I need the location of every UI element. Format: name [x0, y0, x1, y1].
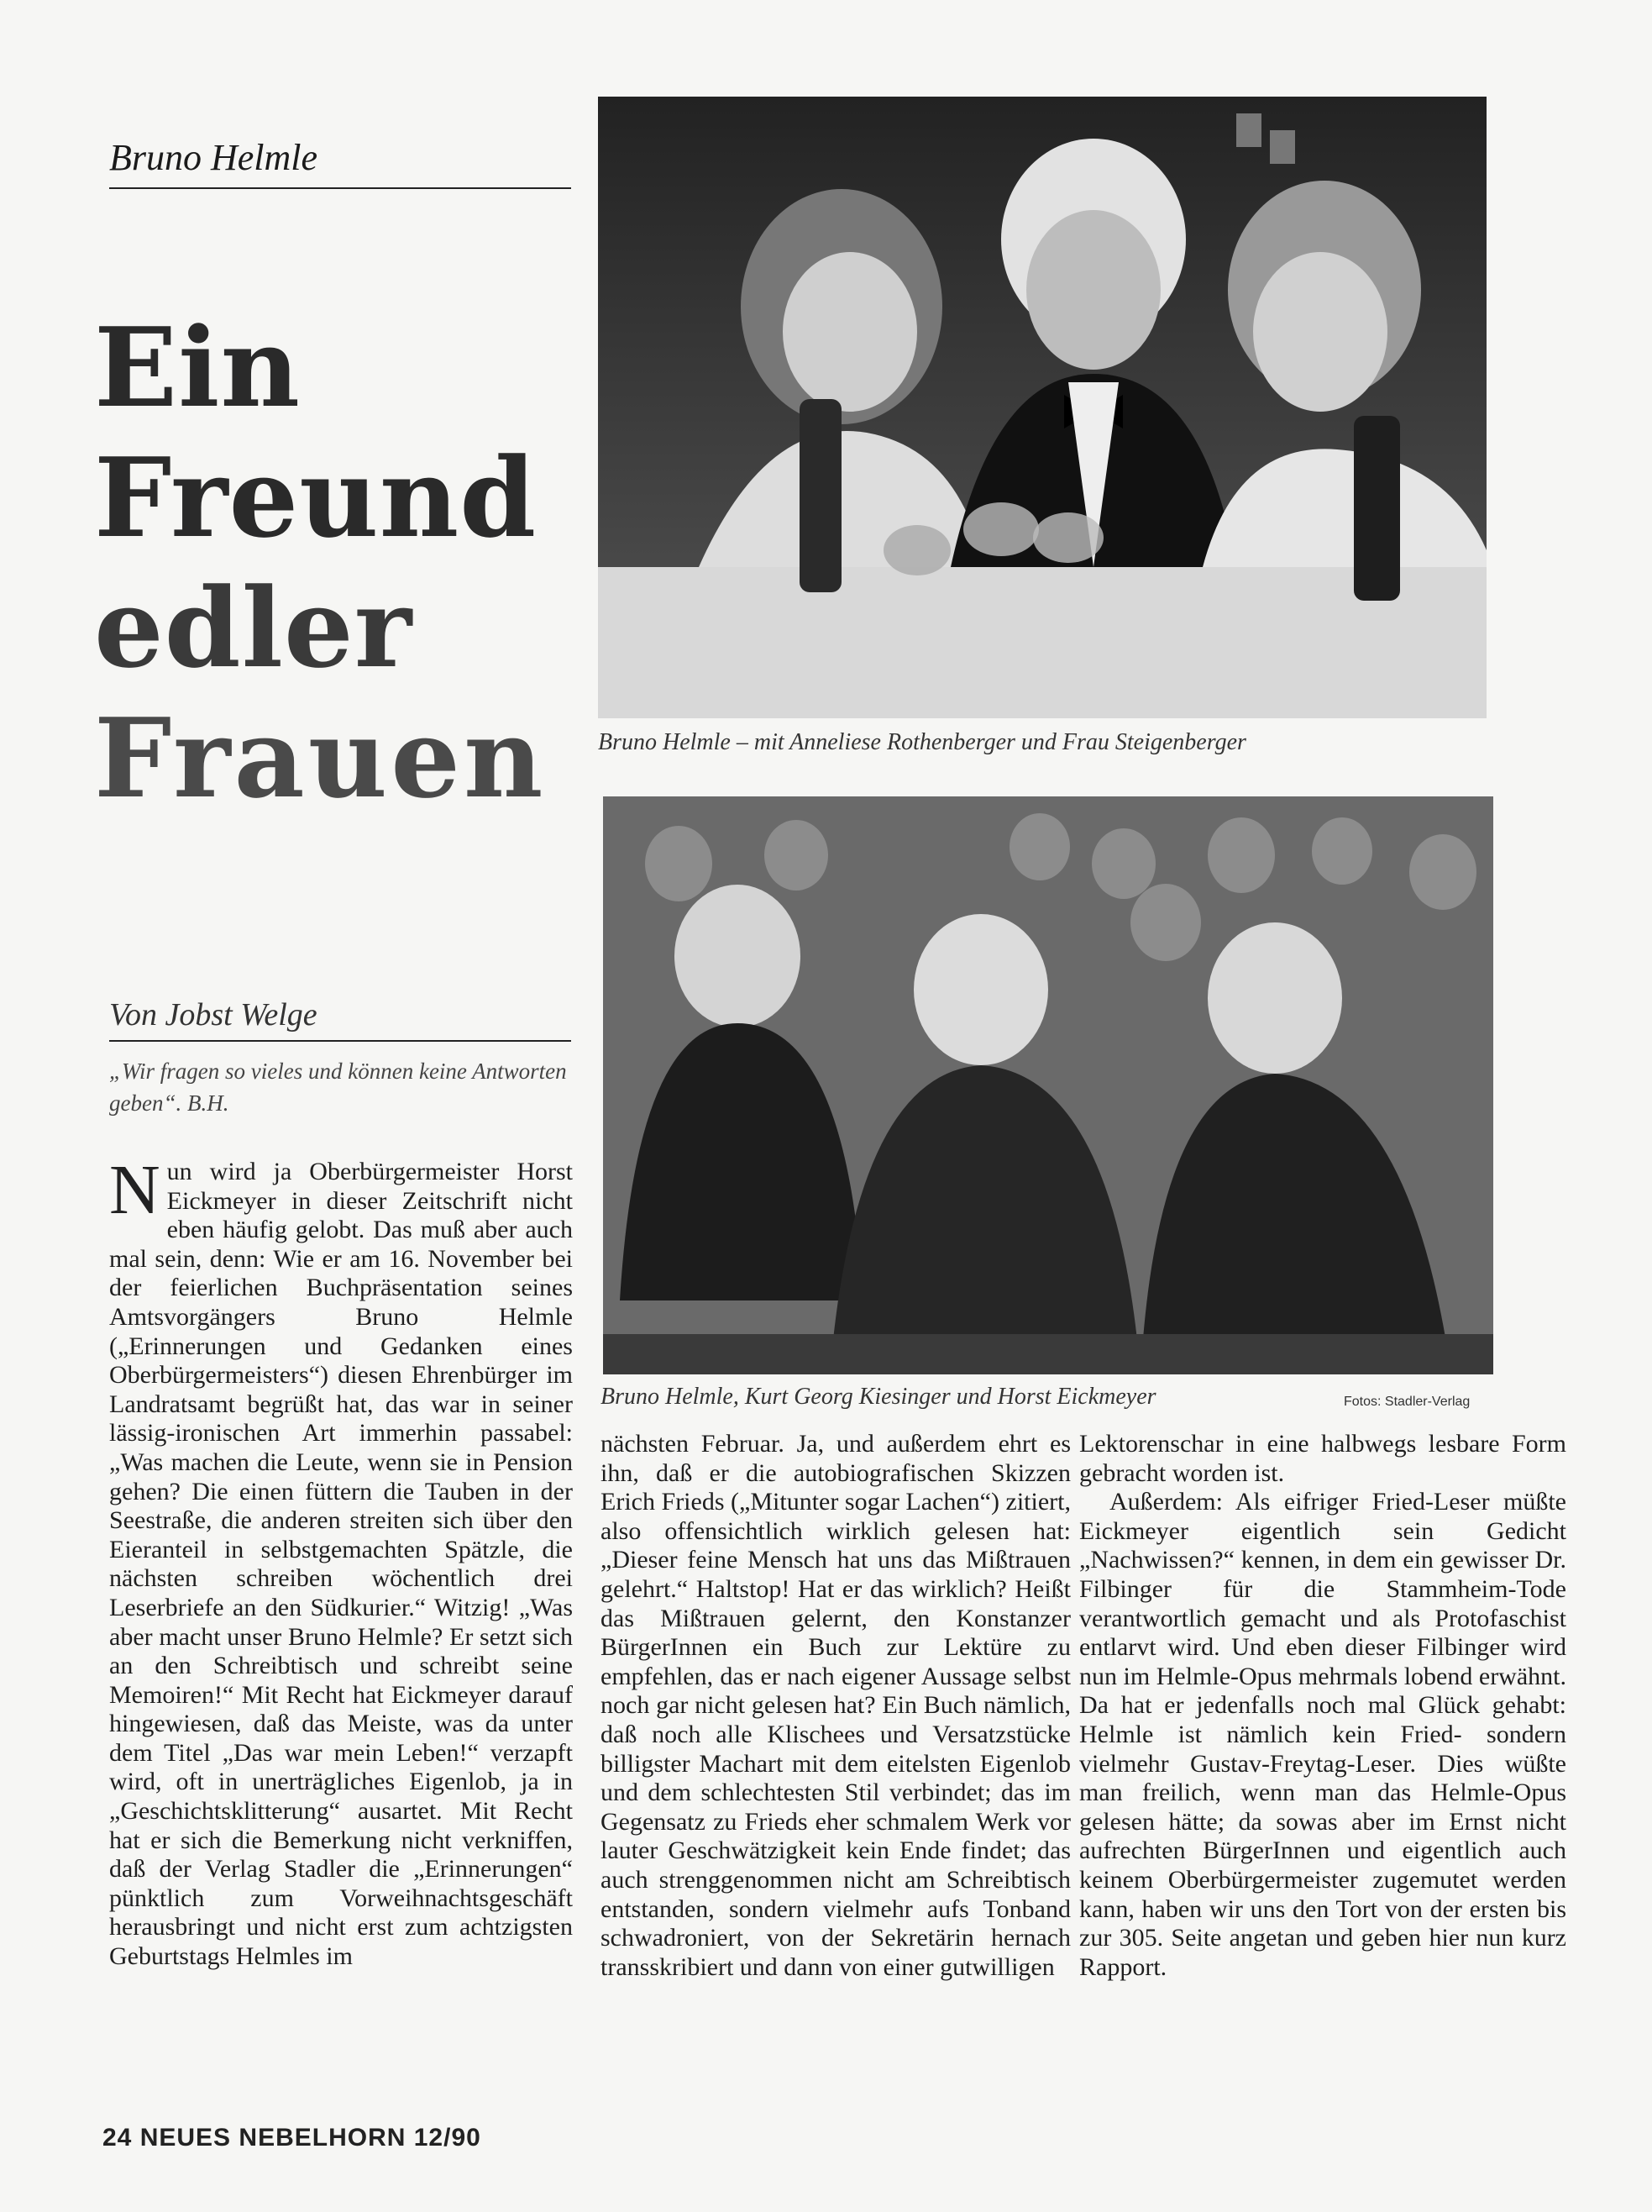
column-1-text: un wird ja Oberbürgermeister Horst Eickmeyer in dieser Zeitschrift nicht eben häufig gelobt. Das muß aber auch mal sein, denn: Wie er am 16. November bei der feierlichen Buchpräsentation seines Amtsvorgängers Bruno Helmle („Erinnerungen und Gedanken eines Oberbürgermeisters“) diesen Ehrenbürger im Landratsamt begrüßt hat, das war in seiner lässig-ironischen Art immerhin passabel: „Was machen die Leute, wenn sie in Pension gehen? Die einen füttern die Tauben in der Seestraße, die anderen streiten sich über den Eieranteil in selbstgemachten Spätzle, die nächsten schreiben wöchentlich drei Leserbriefe an den Südkurier.“ Witzig! „Was aber macht unser Bruno Helmle? Er setzt sich an den Schreibtisch und schreibt seine Memoiren!“ Mit Recht hat Eickmeyer darauf hingewiesen, daß das Meiste, was da unter dem Titel „Das war mein Leben!“ verzapft wird, oft in unerträgliches Eigenlob, ja in „Geschichtsklitterung“ ausartet. Mit Recht hat er sich die Bemerkung nicht verkniffen, daß der Verlag Stadler die „Erinnerungen“ pünktlich zum Vorweihnachtsgeschäft herausbringt und nicht erst zum achtzigsten Geburtstags Helmles im: [109, 1158, 573, 1971]
epigraph-quote: „Wir fragen so vieles und können keine Antworten geben“. B.H.: [109, 1059, 567, 1116]
headline-line-1: Ein: [94, 303, 301, 432]
column-3-paragraph-2: Außerdem: Als eifriger Fried-Leser müßte Eickmeyer eigentlich sein Gedicht „Nachwissen?“ kennen, in dem ein gewisser Dr. Filbinger für die Stammheim-Tode verantwortlich gemacht und als Protofaschist entlarvt wird. Und eben dieser Filbinger wird nun im Helmle-Opus mehrmals lobend erwähnt. Da hat er jedenfalls noch mal Glück gehabt: Helmle ist nämlich kein Fried- sondern vielmehr Gustav-Freytag-Leser. Dies wüßte man freilich, wenn man das Helmle-Opus gelesen hätte; da sowas aber im Ernst nicht aufrechten BürgerInnen und eigentlich auch keinem Oberbürgermeister zugemutet werden kann, haben wir uns den Tort von der ersten bis zur 305. Seite angetan und geben hier nun kurz Rapport.: [1079, 1488, 1566, 1981]
photo-2-caption: Bruno Helmle, Kurt Georg Kiesinger und Horst Eickmeyer: [600, 1384, 1156, 1410]
photo-1-caption: Bruno Helmle – mit Anneliese Rothenberger und Frau Steigenberger: [598, 729, 1246, 755]
photo-2-image: [603, 796, 1493, 1374]
photo-credit: Fotos: Stadler-Verlag: [1344, 1395, 1471, 1409]
column-3-paragraph-1: Lektorenschar in eine halbwegs lesbare Form gebracht worden ist.: [1079, 1430, 1566, 1487]
photo-helmle-rothenberger-steigenberger: [598, 97, 1487, 718]
photo-helmle-kiesinger-eickmeyer: [603, 796, 1493, 1374]
drop-cap: N: [109, 1151, 160, 1229]
article-column-2: [600, 1430, 1071, 1982]
photo-1-image: [598, 97, 1487, 718]
page-footer: 24 NEUES NEBELHORN 12/90: [102, 2124, 481, 2152]
article-column-3: [1079, 1430, 1566, 1982]
section-title: Bruno Helmle: [109, 136, 571, 189]
headline-line-2: Freund: [94, 433, 538, 562]
column-2-text: nächsten Februar. Ja, und außerdem ehrt es ihn, daß er die autobiografischen Skizzen Erich Frieds („Mitunter sogar Lachen“) zitiert, also offensichtlich wirklich gelesen hat: „Dieser feine Mensch hat uns das Mißtrauen gelehrt.“ Haltstop! Hat er das wirklich? Heißt das Mißtrauen gelernt, den Konstanzer BürgerInnen ein Buch zur Lektüre zu empfehlen, das er nach eigener Aussage selbst noch gar nicht gelesen hat? Ein Buch nämlich, daß noch alle Klischees und Versatzstücke billigster Machart mit dem eitelsten Eigenlob und dem schlechtesten Stil verbindet; das im Gegensatz zu Frieds eher schmalem Werk vor lauter Geschwätzigkeit kein Ende findet; das auch strenggenommen nicht am Schreibtisch entstanden, sondern vielmehr aufs Tonband schwadroniert, von der Sekretärin hernach transskribiert und dann von einer gutwilligen: [600, 1430, 1071, 1981]
headline-line-3: edler: [94, 564, 413, 692]
headline: [94, 302, 581, 823]
headline-line-4: Frauen: [94, 694, 547, 822]
article-column-1: [109, 1151, 573, 1972]
author-byline: Von Jobst Welge: [109, 996, 571, 1042]
